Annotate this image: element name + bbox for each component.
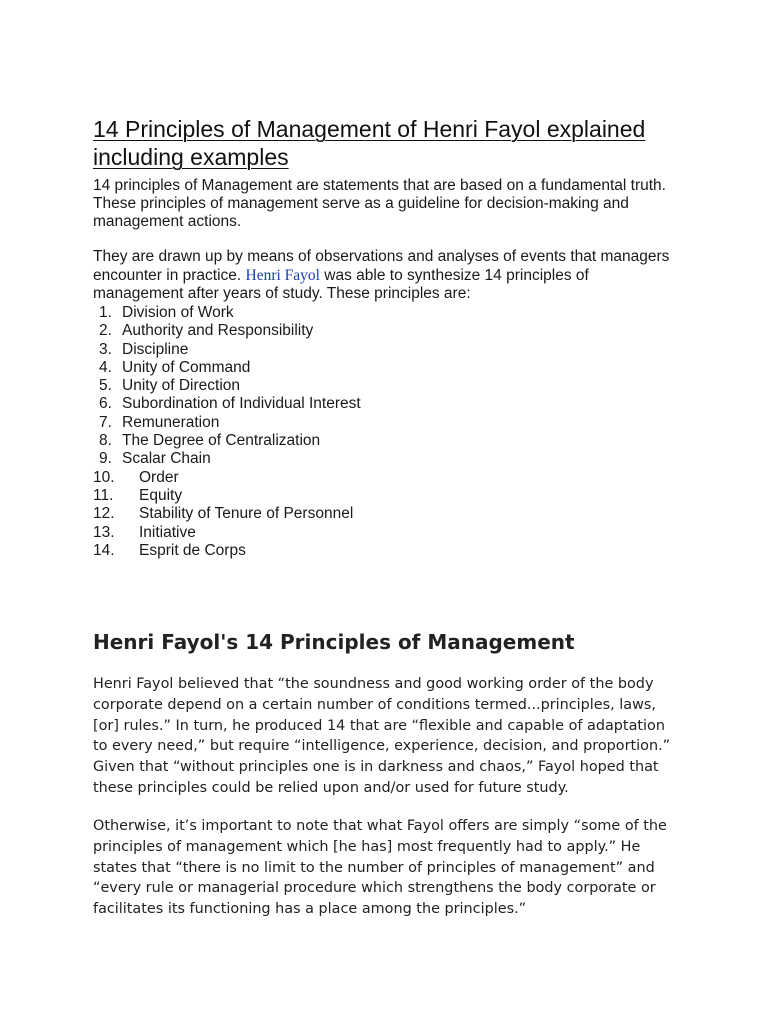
list-item	[93, 542, 361, 560]
list-item-label: Scalar Chain	[122, 450, 211, 468]
observations-text-start: They are drawn up by means of observations and analyses of events that managers encounter in practice.	[93, 248, 670, 284]
intro-paragraph: 14 principles of Management are statements that are based on a fundamental truth. These principles of management serve as a guideline for decision-making and management actions.	[93, 177, 666, 230]
list-item-label: Authority and Responsibility	[122, 322, 314, 340]
list-item-number: 9.	[99, 450, 112, 468]
list-item	[93, 304, 361, 322]
list-item-number: 8.	[99, 432, 112, 450]
list-item-number: 3.	[99, 340, 112, 358]
list-item	[93, 524, 361, 542]
list-item-number: 12.	[93, 505, 115, 523]
principles-list	[93, 304, 361, 560]
list-item-label: Equity	[139, 486, 183, 504]
list-item	[93, 395, 361, 413]
list-item-label: Esprit de Corps	[139, 541, 246, 559]
list-item-number: 2.	[99, 322, 112, 340]
list-item-number: 14.	[93, 541, 115, 559]
list-item-number: 4.	[99, 358, 112, 376]
list-item-label: The Degree of Centralization	[122, 432, 321, 450]
list-item	[93, 505, 361, 523]
document-title: 14 Principles of Management of Henri Fayol explained including examples	[93, 116, 646, 170]
list-item-label: Unity of Command	[122, 358, 251, 376]
list-item-label: Initiative	[139, 523, 196, 541]
list-item-number: 13.	[93, 523, 115, 541]
list-item-label: Division of Work	[122, 304, 234, 321]
section-paragraph-1: Henri Fayol believed that “the soundness and good working order of the body corporate depend on a certain number of conditions termed...principles, laws, [or] rules.” In turn, he produced 14 that are “flexible and capable of adaptation to every need,” but require “intelligence, experience, decision, and proportion.” Given that “without principles one is in darkness and chaos,” Fayol hoped that these principles could be relied upon and/or used for future study.	[93, 676, 671, 796]
list-item	[93, 469, 361, 487]
list-item	[93, 487, 361, 505]
list-item-number: 10.	[93, 468, 115, 486]
list-item-number: 1.	[99, 304, 112, 321]
list-item-number: 5.	[99, 377, 112, 395]
list-item	[93, 432, 361, 450]
section-paragraph-2: Otherwise, it’s important to note that what Fayol offers are simply “some of the principles of management which [he has] most frequently had to apply.” He states that “there is no limit to the number of principles of management” and “every rule or managerial procedure which strengthens the body corporate or facilitates its functioning has a place among the principles.”	[93, 818, 667, 918]
list-item	[93, 341, 361, 359]
section-heading: Henri Fayol's 14 Principles of Management	[93, 630, 575, 654]
observations-paragraph	[93, 248, 683, 304]
list-item-label: Subordination of Individual Interest	[122, 395, 361, 413]
observations-text-end: was able to synthesize 14 principles of management after years of study. These principles are:	[93, 266, 589, 302]
list-item	[93, 359, 361, 377]
list-item-label: Unity of Direction	[122, 377, 241, 395]
list-item-label: Order	[139, 468, 179, 486]
list-item	[93, 322, 361, 340]
list-item	[93, 377, 361, 395]
list-item-number: 7.	[99, 413, 112, 431]
list-item-number: 6.	[99, 395, 112, 413]
list-item-number: 11.	[93, 486, 114, 504]
list-item-label: Discipline	[122, 340, 189, 358]
list-item-label: Remuneration	[122, 413, 220, 431]
henri-fayol-link[interactable]: Henri Fayol	[245, 266, 320, 284]
list-item	[93, 414, 361, 432]
list-item	[93, 450, 361, 468]
list-item-label: Stability of Tenure of Personnel	[139, 505, 354, 523]
